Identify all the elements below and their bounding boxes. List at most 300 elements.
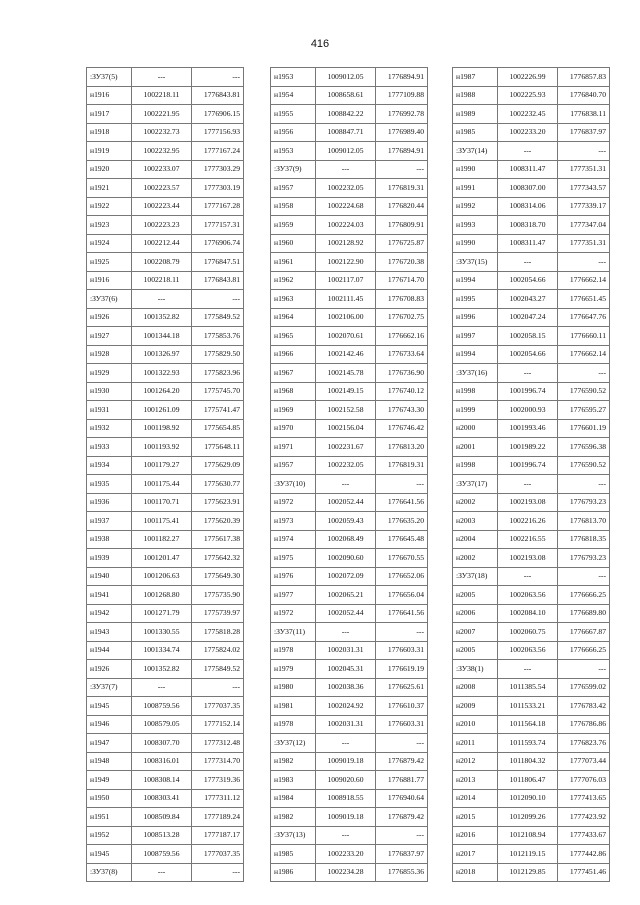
y-coordinate-cell: 1776879.42 — [376, 752, 428, 771]
x-coordinate-cell: 1002218.11 — [132, 86, 192, 105]
table-row — [87, 715, 244, 734]
point-id-cell: н1974 — [271, 530, 316, 549]
x-coordinate-cell: 1002232.73 — [132, 123, 192, 142]
y-coordinate-cell: 1776708.83 — [376, 290, 428, 309]
point-id-cell: н1998 — [453, 382, 498, 401]
y-coordinate-cell: 1777157.31 — [192, 216, 244, 235]
table-row — [453, 678, 610, 697]
table-row — [87, 512, 244, 531]
x-coordinate-cell: 1008658.61 — [316, 86, 376, 105]
x-coordinate-cell: 1002052.44 — [316, 604, 376, 623]
point-id-cell: н1963 — [271, 290, 316, 309]
table-row — [271, 327, 428, 346]
y-coordinate-cell: 1776906.15 — [192, 105, 244, 124]
table-row — [271, 197, 428, 216]
x-coordinate-cell: 1002052.44 — [316, 493, 376, 512]
table-row — [87, 678, 244, 697]
x-coordinate-cell: 1011533.21 — [498, 697, 558, 716]
x-coordinate-cell: 1012119.15 — [498, 845, 558, 864]
y-coordinate-cell: 1776783.42 — [558, 697, 610, 716]
x-coordinate-cell: 1002232.05 — [316, 456, 376, 475]
point-id-cell: н1937 — [87, 512, 132, 531]
x-coordinate-cell: 1002223.23 — [132, 216, 192, 235]
table-row — [453, 826, 610, 845]
point-id-cell: н1958 — [271, 197, 316, 216]
x-coordinate-cell: 1002193.08 — [498, 549, 558, 568]
table-row — [271, 105, 428, 124]
point-id-cell: н1989 — [453, 105, 498, 124]
x-coordinate-cell: 1002232.45 — [498, 105, 558, 124]
table-row — [271, 271, 428, 290]
point-id-cell: н1952 — [87, 826, 132, 845]
table-row — [453, 789, 610, 808]
table-row — [87, 438, 244, 457]
point-id-cell: н1949 — [87, 771, 132, 790]
point-id-cell: н1948 — [87, 752, 132, 771]
table-row — [453, 567, 610, 586]
table-row — [87, 345, 244, 364]
table-row — [271, 179, 428, 198]
table-row — [271, 290, 428, 309]
point-id-cell: н1985 — [453, 123, 498, 142]
point-id-cell: н1941 — [87, 586, 132, 605]
y-coordinate-cell: 1777073.44 — [558, 752, 610, 771]
y-coordinate-cell: 1776660.11 — [558, 327, 610, 346]
table-row — [87, 808, 244, 827]
table-row — [271, 604, 428, 623]
point-id-cell: н2015 — [453, 808, 498, 827]
y-coordinate-cell: 1777351.31 — [558, 234, 610, 253]
y-coordinate-cell: --- — [192, 678, 244, 697]
y-coordinate-cell: 1776906.74 — [192, 234, 244, 253]
x-coordinate-cell: 1002233.20 — [316, 845, 376, 864]
point-id-cell: н1921 — [87, 179, 132, 198]
y-coordinate-cell: 1776819.31 — [376, 456, 428, 475]
x-coordinate-cell: --- — [316, 160, 376, 179]
table-row — [453, 160, 610, 179]
y-coordinate-cell: 1776720.38 — [376, 253, 428, 272]
x-coordinate-cell: 1002122.90 — [316, 253, 376, 272]
point-id-cell: н1965 — [271, 327, 316, 346]
y-coordinate-cell: 1775735.90 — [192, 586, 244, 605]
x-coordinate-cell: 1002090.60 — [316, 549, 376, 568]
table-row — [271, 549, 428, 568]
point-id-cell: н1953 — [271, 68, 316, 87]
x-coordinate-cell: 1002208.79 — [132, 253, 192, 272]
point-id-cell: :ЗУ37(12) — [271, 734, 316, 753]
table-row — [87, 197, 244, 216]
y-coordinate-cell: 1776725.87 — [376, 234, 428, 253]
x-coordinate-cell: 1001993.46 — [498, 419, 558, 438]
point-id-cell: н1953 — [271, 142, 316, 161]
table-row — [453, 364, 610, 383]
point-id-cell: н1966 — [271, 345, 316, 364]
y-coordinate-cell: 1776603.31 — [376, 715, 428, 734]
y-coordinate-cell: 1776740.12 — [376, 382, 428, 401]
point-id-cell: :ЗУ37(14) — [453, 142, 498, 161]
x-coordinate-cell: 1002043.27 — [498, 290, 558, 309]
x-coordinate-cell: 1002223.57 — [132, 179, 192, 198]
y-coordinate-cell: 1776647.76 — [558, 308, 610, 327]
point-id-cell: :ЗУ37(18) — [453, 567, 498, 586]
point-id-cell: н1972 — [271, 493, 316, 512]
point-id-cell: н2008 — [453, 678, 498, 697]
point-id-cell: н2009 — [453, 697, 498, 716]
table-row — [87, 623, 244, 642]
table-row — [453, 641, 610, 660]
x-coordinate-cell: 1009012.05 — [316, 142, 376, 161]
y-coordinate-cell: 1777076.03 — [558, 771, 610, 790]
table-row — [271, 142, 428, 161]
table-row — [87, 734, 244, 753]
x-coordinate-cell: --- — [498, 364, 558, 383]
point-id-cell: н1970 — [271, 419, 316, 438]
table-row — [87, 123, 244, 142]
y-coordinate-cell: 1776601.19 — [558, 419, 610, 438]
point-id-cell: н1977 — [271, 586, 316, 605]
point-id-cell: н1916 — [87, 271, 132, 290]
y-coordinate-cell: 1776793.23 — [558, 549, 610, 568]
table-row — [87, 253, 244, 272]
x-coordinate-cell: 1001989.22 — [498, 438, 558, 457]
y-coordinate-cell: 1776813.70 — [558, 512, 610, 531]
table-row — [453, 752, 610, 771]
point-id-cell: :ЗУ37(11) — [271, 623, 316, 642]
y-coordinate-cell: 1776837.97 — [558, 123, 610, 142]
x-coordinate-cell: 1002106.00 — [316, 308, 376, 327]
x-coordinate-cell: 1002224.03 — [316, 216, 376, 235]
table-row — [453, 197, 610, 216]
table-row — [87, 456, 244, 475]
x-coordinate-cell: --- — [316, 623, 376, 642]
y-coordinate-cell: 1776635.20 — [376, 512, 428, 531]
x-coordinate-cell: 1002234.28 — [316, 863, 376, 882]
point-id-cell: н1981 — [271, 697, 316, 716]
table-row — [453, 586, 610, 605]
table-row — [271, 86, 428, 105]
point-id-cell: н1994 — [453, 271, 498, 290]
table-row — [271, 734, 428, 753]
table-row — [453, 179, 610, 198]
y-coordinate-cell: 1777314.70 — [192, 752, 244, 771]
y-coordinate-cell: 1776823.76 — [558, 734, 610, 753]
table-row — [271, 364, 428, 383]
table-row — [87, 771, 244, 790]
y-coordinate-cell: 1775741.47 — [192, 401, 244, 420]
point-id-cell: н1985 — [271, 845, 316, 864]
y-coordinate-cell: 1776702.75 — [376, 308, 428, 327]
x-coordinate-cell: 1002226.99 — [498, 68, 558, 87]
x-coordinate-cell: 1002128.92 — [316, 234, 376, 253]
page-number: 416 — [310, 38, 330, 50]
y-coordinate-cell: 1776666.25 — [558, 641, 610, 660]
point-id-cell: н1997 — [453, 327, 498, 346]
x-coordinate-cell: 1001271.79 — [132, 604, 192, 623]
y-coordinate-cell: 1776879.42 — [376, 808, 428, 827]
x-coordinate-cell: 1002047.24 — [498, 308, 558, 327]
y-coordinate-cell: 1775818.28 — [192, 623, 244, 642]
table-row — [271, 308, 428, 327]
point-id-cell: н1982 — [271, 752, 316, 771]
point-id-cell: н1973 — [271, 512, 316, 531]
x-coordinate-cell: 1001170.71 — [132, 493, 192, 512]
y-coordinate-cell: 1777167.24 — [192, 142, 244, 161]
x-coordinate-cell: 1002045.31 — [316, 660, 376, 679]
table-row — [87, 530, 244, 549]
table-row — [271, 789, 428, 808]
point-id-cell: н1938 — [87, 530, 132, 549]
table-row — [87, 586, 244, 605]
point-id-cell: н1931 — [87, 401, 132, 420]
point-id-cell: н1999 — [453, 401, 498, 420]
y-coordinate-cell: 1776666.25 — [558, 586, 610, 605]
point-id-cell: н2010 — [453, 715, 498, 734]
point-id-cell: н1967 — [271, 364, 316, 383]
y-coordinate-cell: 1775824.02 — [192, 641, 244, 660]
point-id-cell: н1919 — [87, 142, 132, 161]
y-coordinate-cell: 1777303.19 — [192, 179, 244, 198]
point-id-cell: н2004 — [453, 530, 498, 549]
y-coordinate-cell: 1777037.35 — [192, 845, 244, 864]
table-row — [453, 512, 610, 531]
table-row — [87, 382, 244, 401]
table-row — [271, 512, 428, 531]
point-id-cell: н1964 — [271, 308, 316, 327]
table-row — [453, 86, 610, 105]
point-id-cell: н1979 — [271, 660, 316, 679]
point-id-cell: н1980 — [271, 678, 316, 697]
table-row — [453, 771, 610, 790]
point-id-cell: н1930 — [87, 382, 132, 401]
y-coordinate-cell: 1776989.40 — [376, 123, 428, 142]
table-row — [271, 68, 428, 87]
table-row — [271, 401, 428, 420]
x-coordinate-cell: 1001268.80 — [132, 586, 192, 605]
y-coordinate-cell: 1777433.67 — [558, 826, 610, 845]
point-id-cell: н2001 — [453, 438, 498, 457]
x-coordinate-cell: 1002218.11 — [132, 271, 192, 290]
x-coordinate-cell: --- — [316, 826, 376, 845]
point-id-cell: н1978 — [271, 641, 316, 660]
y-coordinate-cell: --- — [376, 734, 428, 753]
table-row — [453, 105, 610, 124]
table-row — [87, 401, 244, 420]
table-row — [87, 160, 244, 179]
point-id-cell: :ЗУ37(9) — [271, 160, 316, 179]
x-coordinate-cell: 1002038.36 — [316, 678, 376, 697]
x-coordinate-cell: --- — [498, 475, 558, 494]
y-coordinate-cell: 1776940.64 — [376, 789, 428, 808]
point-id-cell: :ЗУ37(10) — [271, 475, 316, 494]
point-id-cell: :ЗУ37(17) — [453, 475, 498, 494]
y-coordinate-cell: --- — [192, 863, 244, 882]
x-coordinate-cell: 1001264.20 — [132, 382, 192, 401]
x-coordinate-cell: 1008311.47 — [498, 234, 558, 253]
point-id-cell: н1940 — [87, 567, 132, 586]
point-id-cell: н2016 — [453, 826, 498, 845]
x-coordinate-cell: 1008918.55 — [316, 789, 376, 808]
x-coordinate-cell: 1002212.44 — [132, 234, 192, 253]
point-id-cell: :ЗУ37(7) — [87, 678, 132, 697]
table-row — [87, 475, 244, 494]
x-coordinate-cell: 1002232.05 — [316, 179, 376, 198]
x-coordinate-cell: 1012108.94 — [498, 826, 558, 845]
y-coordinate-cell: 1777423.92 — [558, 808, 610, 827]
point-id-cell: :ЗУ37(15) — [453, 253, 498, 272]
x-coordinate-cell: 1002031.31 — [316, 715, 376, 734]
point-id-cell: н1982 — [271, 808, 316, 827]
x-coordinate-cell: 1012090.10 — [498, 789, 558, 808]
point-id-cell: н1923 — [87, 216, 132, 235]
x-coordinate-cell: 1002156.04 — [316, 419, 376, 438]
x-coordinate-cell: 1002225.93 — [498, 86, 558, 105]
x-coordinate-cell: 1002221.95 — [132, 105, 192, 124]
y-coordinate-cell: --- — [376, 475, 428, 494]
y-coordinate-cell: --- — [376, 623, 428, 642]
x-coordinate-cell: 1002117.07 — [316, 271, 376, 290]
x-coordinate-cell: --- — [498, 660, 558, 679]
y-coordinate-cell: --- — [558, 567, 610, 586]
point-id-cell: н1955 — [271, 105, 316, 124]
table-row — [87, 863, 244, 882]
x-coordinate-cell: --- — [498, 253, 558, 272]
table-row — [87, 68, 244, 87]
y-coordinate-cell: 1776855.36 — [376, 863, 428, 882]
y-coordinate-cell: 1776641.56 — [376, 604, 428, 623]
x-coordinate-cell: 1001334.74 — [132, 641, 192, 660]
point-id-cell: н1975 — [271, 549, 316, 568]
point-id-cell: :ЗУ38(1) — [453, 660, 498, 679]
point-id-cell: н2018 — [453, 863, 498, 882]
table-row — [271, 475, 428, 494]
point-id-cell: н1957 — [271, 179, 316, 198]
y-coordinate-cell: 1777037.35 — [192, 697, 244, 716]
point-id-cell: н1950 — [87, 789, 132, 808]
x-coordinate-cell: 1001352.82 — [132, 308, 192, 327]
y-coordinate-cell: 1776662.14 — [558, 271, 610, 290]
x-coordinate-cell: 1008759.56 — [132, 697, 192, 716]
table-row — [87, 752, 244, 771]
table-row — [87, 789, 244, 808]
point-id-cell: н1945 — [87, 845, 132, 864]
point-id-cell: н2006 — [453, 604, 498, 623]
y-coordinate-cell: 1777339.17 — [558, 197, 610, 216]
table-row — [87, 549, 244, 568]
x-coordinate-cell: 1001261.09 — [132, 401, 192, 420]
x-coordinate-cell: 1001179.27 — [132, 456, 192, 475]
table-row — [87, 234, 244, 253]
y-coordinate-cell: 1776610.37 — [376, 697, 428, 716]
point-id-cell: :ЗУ37(16) — [453, 364, 498, 383]
x-coordinate-cell: 1008314.06 — [498, 197, 558, 216]
y-coordinate-cell: --- — [558, 142, 610, 161]
table-row — [271, 530, 428, 549]
point-id-cell: н2000 — [453, 419, 498, 438]
x-coordinate-cell: 1002054.66 — [498, 271, 558, 290]
y-coordinate-cell: 1776662.16 — [376, 327, 428, 346]
point-id-cell: :ЗУ37(6) — [87, 290, 132, 309]
x-coordinate-cell: 1008509.84 — [132, 808, 192, 827]
table-row — [87, 179, 244, 198]
y-coordinate-cell: 1775629.09 — [192, 456, 244, 475]
table-row — [271, 493, 428, 512]
y-coordinate-cell: 1777319.36 — [192, 771, 244, 790]
table-row — [271, 826, 428, 845]
x-coordinate-cell: 1009020.60 — [316, 771, 376, 790]
y-coordinate-cell: --- — [376, 826, 428, 845]
y-coordinate-cell: 1775620.39 — [192, 512, 244, 531]
point-id-cell: н1959 — [271, 216, 316, 235]
y-coordinate-cell: --- — [192, 290, 244, 309]
table-row — [453, 271, 610, 290]
x-coordinate-cell: 1002068.49 — [316, 530, 376, 549]
table-row — [453, 623, 610, 642]
table-row — [87, 308, 244, 327]
y-coordinate-cell: 1776820.44 — [376, 197, 428, 216]
x-coordinate-cell: --- — [498, 142, 558, 161]
x-coordinate-cell: 1001326.97 — [132, 345, 192, 364]
table-row — [453, 234, 610, 253]
x-coordinate-cell: 1008316.01 — [132, 752, 192, 771]
x-coordinate-cell: 1002084.10 — [498, 604, 558, 623]
y-coordinate-cell: 1776992.78 — [376, 105, 428, 124]
y-coordinate-cell: 1776689.80 — [558, 604, 610, 623]
table-row — [453, 123, 610, 142]
point-id-cell: н1942 — [87, 604, 132, 623]
y-coordinate-cell: 1776651.45 — [558, 290, 610, 309]
table-row — [271, 697, 428, 716]
point-id-cell: :ЗУ37(5) — [87, 68, 132, 87]
x-coordinate-cell: 1011804.32 — [498, 752, 558, 771]
point-id-cell: н1943 — [87, 623, 132, 642]
point-id-cell: н1920 — [87, 160, 132, 179]
x-coordinate-cell: 1002231.67 — [316, 438, 376, 457]
y-coordinate-cell: 1775617.38 — [192, 530, 244, 549]
x-coordinate-cell: 1001201.47 — [132, 549, 192, 568]
x-coordinate-cell: 1002233.07 — [132, 160, 192, 179]
table-row — [87, 641, 244, 660]
y-coordinate-cell: --- — [192, 68, 244, 87]
point-id-cell: н2005 — [453, 586, 498, 605]
x-coordinate-cell: 1001175.44 — [132, 475, 192, 494]
x-coordinate-cell: 1002000.93 — [498, 401, 558, 420]
x-coordinate-cell: 1008759.56 — [132, 845, 192, 864]
point-id-cell: н1960 — [271, 234, 316, 253]
x-coordinate-cell: --- — [132, 678, 192, 697]
x-coordinate-cell: 1002111.45 — [316, 290, 376, 309]
x-coordinate-cell: 1001330.55 — [132, 623, 192, 642]
table-row — [87, 290, 244, 309]
point-id-cell: н1926 — [87, 308, 132, 327]
y-coordinate-cell: 1775654.85 — [192, 419, 244, 438]
y-coordinate-cell: 1776736.90 — [376, 364, 428, 383]
point-id-cell: н1932 — [87, 419, 132, 438]
y-coordinate-cell: 1775623.91 — [192, 493, 244, 512]
point-id-cell: н1978 — [271, 715, 316, 734]
x-coordinate-cell: 1002059.43 — [316, 512, 376, 531]
x-coordinate-cell: 1002072.09 — [316, 567, 376, 586]
table-row — [453, 734, 610, 753]
y-coordinate-cell: 1776813.20 — [376, 438, 428, 457]
y-coordinate-cell: --- — [558, 475, 610, 494]
table-row — [87, 364, 244, 383]
point-id-cell: н1998 — [453, 456, 498, 475]
y-coordinate-cell: 1775739.97 — [192, 604, 244, 623]
point-id-cell: н2002 — [453, 493, 498, 512]
table-row — [271, 623, 428, 642]
point-id-cell: н1993 — [453, 216, 498, 235]
point-id-cell: н1933 — [87, 438, 132, 457]
